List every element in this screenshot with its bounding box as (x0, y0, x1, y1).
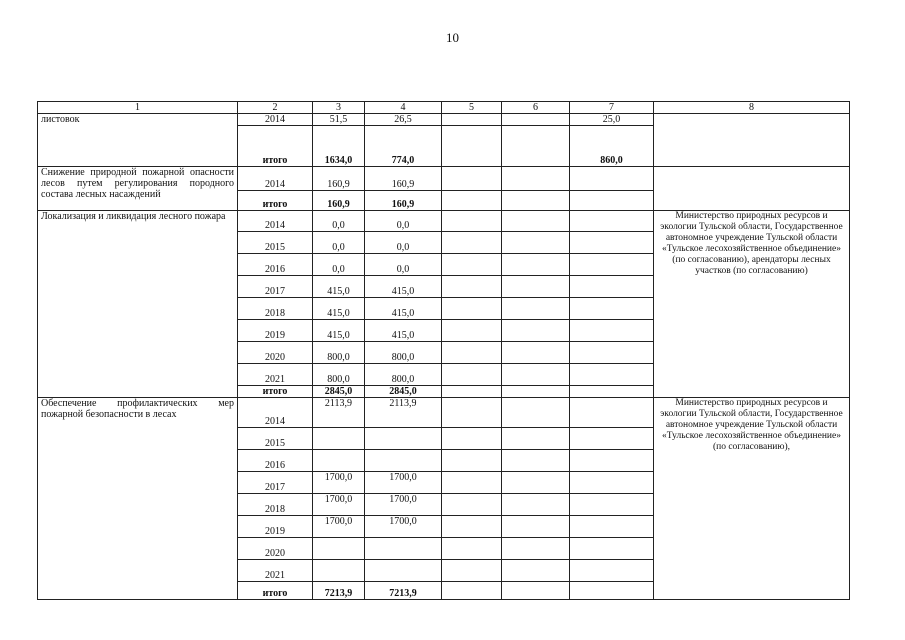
empty-cell (442, 450, 502, 472)
empty-cell (442, 472, 502, 494)
value-cell: 800,0 (365, 342, 442, 364)
empty-cell (570, 560, 654, 582)
value-cell: 0,0 (365, 211, 442, 232)
executor-cell: Министерство природных ресурсов и экологии Тульской области, Государственное автономное учреждение Тульской области «Тульское лесохозяйственное объединение» (по согласованию), (654, 398, 850, 600)
value-cell (313, 450, 365, 472)
empty-cell (442, 276, 502, 298)
empty-cell (442, 167, 502, 191)
empty-cell (502, 398, 570, 428)
value-cell: 2113,9 (313, 398, 365, 428)
value-cell (365, 428, 442, 450)
empty-cell (502, 472, 570, 494)
year-cell: 2015 (238, 232, 313, 254)
value-cell: 0,0 (365, 254, 442, 276)
empty-cell (502, 560, 570, 582)
executor-cell (654, 167, 850, 211)
value-cell: 800,0 (313, 364, 365, 386)
header-cell: 2 (238, 102, 313, 114)
header-cell: 6 (502, 102, 570, 114)
value-cell: 1700,0 (365, 494, 442, 516)
executor-cell: Министерство природных ресурсов и экологии Тульской области, Государственное автономное учреждение Тульской области «Тульское лесохозяйственное объединение» (по согласованию), арендаторы лесных участков (по согласованию) (654, 211, 850, 398)
empty-cell (570, 386, 654, 398)
empty-cell (570, 191, 654, 211)
year-cell: 2014 (238, 211, 313, 232)
empty-cell (442, 516, 502, 538)
empty-cell (502, 298, 570, 320)
value-cell (313, 538, 365, 560)
empty-cell (442, 494, 502, 516)
value-cell: 415,0 (313, 320, 365, 342)
empty-cell (570, 298, 654, 320)
empty-cell (502, 254, 570, 276)
header-row (38, 102, 850, 114)
value-cell: 1700,0 (313, 472, 365, 494)
total-value: 1634,0 (313, 126, 365, 167)
value-cell: 2113,9 (365, 398, 442, 428)
empty-cell (442, 254, 502, 276)
empty-cell (502, 386, 570, 398)
value-cell: 800,0 (313, 342, 365, 364)
empty-cell (570, 342, 654, 364)
activity-description: Обеспечение профилактических мер пожарной безопасности в лесах (38, 398, 238, 600)
value-cell: 800,0 (365, 364, 442, 386)
empty-cell (442, 560, 502, 582)
header-cell: 8 (654, 102, 850, 114)
empty-cell (570, 472, 654, 494)
year-cell: 2019 (238, 516, 313, 538)
empty-cell (502, 211, 570, 232)
empty-cell (502, 342, 570, 364)
value-cell: 415,0 (313, 298, 365, 320)
empty-cell (442, 191, 502, 211)
year-cell: 2020 (238, 538, 313, 560)
activity-description: Локализация и ликвидация лесного пожара (38, 211, 238, 398)
value-cell: 415,0 (365, 276, 442, 298)
total-value: 2845,0 (365, 386, 442, 398)
page-number: 10 (446, 30, 459, 45)
total-label: итого (238, 386, 313, 398)
year-cell: 2017 (238, 472, 313, 494)
total-value: 7213,9 (365, 582, 442, 600)
empty-cell (442, 582, 502, 600)
empty-cell (502, 232, 570, 254)
value-cell (313, 560, 365, 582)
empty-cell (570, 450, 654, 472)
value-cell (313, 428, 365, 450)
empty-cell (570, 428, 654, 450)
empty-cell (502, 167, 570, 191)
year-cell: 2019 (238, 320, 313, 342)
executor-cell (654, 114, 850, 167)
value-cell: 0,0 (365, 232, 442, 254)
empty-cell (502, 114, 570, 126)
value-cell: 0,0 (313, 254, 365, 276)
year-cell: 2021 (238, 364, 313, 386)
value-cell: 1700,0 (365, 472, 442, 494)
empty-cell (442, 320, 502, 342)
value-cell: 415,0 (313, 276, 365, 298)
empty-cell (570, 582, 654, 600)
empty-cell (442, 428, 502, 450)
value-cell (365, 560, 442, 582)
value-cell: 25,0 (570, 114, 654, 126)
empty-cell (442, 126, 502, 167)
empty-cell (442, 386, 502, 398)
empty-cell (570, 494, 654, 516)
empty-cell (570, 538, 654, 560)
header-cell: 5 (442, 102, 502, 114)
empty-cell (442, 342, 502, 364)
value-cell (365, 538, 442, 560)
year-cell: 2016 (238, 450, 313, 472)
empty-cell (502, 320, 570, 342)
year-cell: 2021 (238, 560, 313, 582)
year-cell: 2018 (238, 298, 313, 320)
year-cell: 2014 (238, 398, 313, 428)
value-cell: 26,5 (365, 114, 442, 126)
value-cell: 1700,0 (313, 516, 365, 538)
total-label: итого (238, 126, 313, 167)
empty-cell (502, 538, 570, 560)
empty-cell (502, 582, 570, 600)
empty-cell (442, 398, 502, 428)
empty-cell (502, 126, 570, 167)
empty-cell (442, 114, 502, 126)
year-cell: 2018 (238, 494, 313, 516)
total-value: 2845,0 (313, 386, 365, 398)
table-row (38, 211, 850, 232)
table-row (38, 114, 850, 126)
empty-cell (442, 211, 502, 232)
empty-cell (570, 211, 654, 232)
empty-cell (442, 538, 502, 560)
empty-cell (570, 254, 654, 276)
empty-cell (570, 364, 654, 386)
empty-cell (502, 450, 570, 472)
empty-cell (442, 232, 502, 254)
header-cell: 4 (365, 102, 442, 114)
header-cell: 7 (570, 102, 654, 114)
empty-cell (502, 516, 570, 538)
total-value: 774,0 (365, 126, 442, 167)
year-cell: 2014 (238, 114, 313, 126)
empty-cell (502, 428, 570, 450)
activity-description: листовок (38, 114, 238, 167)
empty-cell (502, 494, 570, 516)
value-cell (365, 450, 442, 472)
empty-cell (570, 398, 654, 428)
total-value: 860,0 (570, 126, 654, 167)
total-value: 160,9 (313, 191, 365, 211)
value-cell: 1700,0 (365, 516, 442, 538)
empty-cell (502, 364, 570, 386)
year-cell: 2016 (238, 254, 313, 276)
value-cell: 160,9 (365, 167, 442, 191)
empty-cell (570, 276, 654, 298)
value-cell: 1700,0 (313, 494, 365, 516)
total-label: итого (238, 191, 313, 211)
year-cell: 2017 (238, 276, 313, 298)
year-cell: 2015 (238, 428, 313, 450)
table-row (38, 398, 850, 428)
empty-cell (442, 298, 502, 320)
total-label: итого (238, 582, 313, 600)
year-cell: 2020 (238, 342, 313, 364)
total-value: 7213,9 (313, 582, 365, 600)
value-cell: 51,5 (313, 114, 365, 126)
empty-cell (442, 364, 502, 386)
value-cell: 0,0 (313, 232, 365, 254)
year-cell: 2014 (238, 167, 313, 191)
value-cell: 415,0 (365, 320, 442, 342)
empty-cell (570, 516, 654, 538)
empty-cell (570, 232, 654, 254)
total-value: 160,9 (365, 191, 442, 211)
header-cell: 1 (38, 102, 238, 114)
empty-cell (502, 276, 570, 298)
value-cell: 0,0 (313, 211, 365, 232)
value-cell: 415,0 (365, 298, 442, 320)
budget-table (37, 101, 850, 600)
activity-description: Снижение природной пожарной опасности лесов путем регулирования породного состава лесных насаждений (38, 167, 238, 211)
empty-cell (570, 167, 654, 191)
empty-cell (502, 191, 570, 211)
empty-cell (570, 320, 654, 342)
table-row (38, 167, 850, 191)
value-cell: 160,9 (313, 167, 365, 191)
header-cell: 3 (313, 102, 365, 114)
